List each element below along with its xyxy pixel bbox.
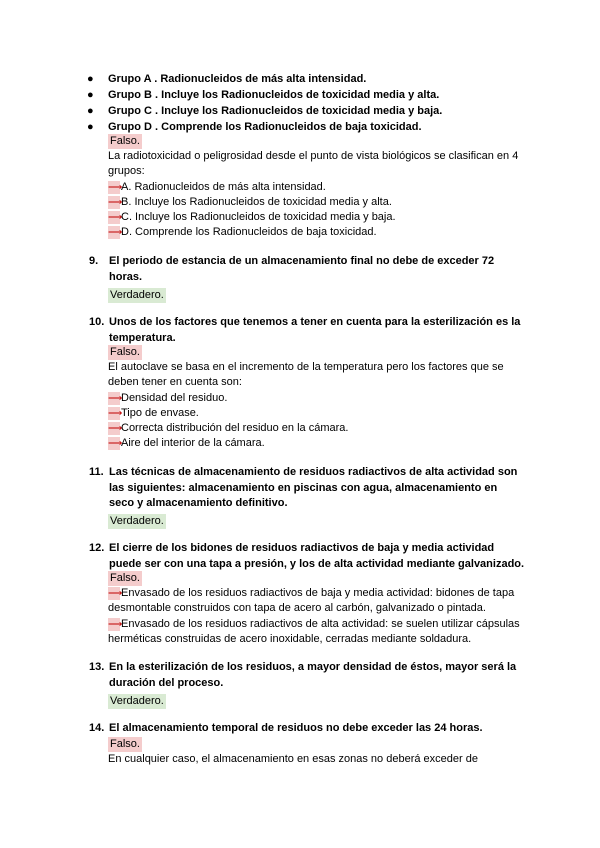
answer-true-badge: Verdadero. <box>110 695 164 707</box>
explanation-text: desmontable construidos con tapa de acero al carbón, galvanizado o pintada. <box>108 602 486 615</box>
question-text: El cierre de los bidones de residuos radiactivos de baja y media actividad <box>109 542 495 554</box>
q10-explanation <box>108 345 528 451</box>
question-number: 13. <box>89 661 105 673</box>
bullet-dot-icon: ● <box>87 121 94 133</box>
q12-explanation <box>108 571 528 647</box>
question-text: Unos de los factores que tenemos a tener en cuenta para la esterilización es la <box>109 316 521 328</box>
list-item: Aire del interior de la cámara. <box>121 437 265 450</box>
bullet-dot-icon: ● <box>87 89 94 101</box>
question-number: 11. <box>89 466 104 478</box>
question-number: 9. <box>89 255 99 267</box>
bullet-item <box>87 103 557 119</box>
explanation-text: grupos: <box>108 165 145 178</box>
arrow-icon: ⟶ <box>108 438 123 450</box>
group-bullet-list <box>87 71 557 135</box>
arrow-icon: ⟶ <box>108 588 123 600</box>
arrow-icon: ⟶ <box>108 423 123 435</box>
explanation-text: La radiotoxicidad o peligrosidad desde el punto de vista biológicos se clasifican en 4 <box>108 150 519 163</box>
groups-explanation <box>108 134 528 240</box>
question-text: El periodo de estancia de un almacenamiento final no debe de exceder 72 <box>109 255 495 267</box>
arrow-icon: ⟶ <box>108 618 123 630</box>
arrow-icon: ⟶ <box>108 212 123 224</box>
answer-false-badge: Falso. <box>110 135 140 147</box>
question-number: 12. <box>89 542 105 554</box>
question-number: 10. <box>89 316 105 328</box>
question-text: horas. <box>109 270 143 283</box>
arrow-icon: ⟶ <box>108 392 123 404</box>
list-item: C. Incluye los Radionucleidos de toxicidad media y baja. <box>121 211 396 224</box>
explanation-text: El autoclave se basa en el incremento de la temperatura pero los factores que se <box>108 361 504 374</box>
bullet-item <box>87 71 557 87</box>
question-text: temperatura. <box>109 331 176 344</box>
bullet-item <box>87 87 557 103</box>
answer-false-badge: Falso. <box>110 346 140 358</box>
q14-explanation <box>108 737 528 767</box>
answer-true-badge: Verdadero. <box>110 515 164 527</box>
question-text: las siguientes: almacenamiento en piscinas con agua, almacenamiento en <box>109 481 498 494</box>
arrow-icon: ⟶ <box>108 196 123 208</box>
answer-false-badge: Falso. <box>110 738 140 750</box>
explanation-text: Envasado de los residuos radiactivos de baja y media actividad: bidones de tapa <box>121 587 515 600</box>
question-text: puede ser con una tapa a presión, y los de alta actividad mediante galvanizado. <box>109 557 525 570</box>
question-number: 14. <box>89 722 105 734</box>
list-item: B. Incluye los Radionucleidos de toxicidad media y alta. <box>121 195 392 208</box>
arrow-icon: ⟶ <box>108 181 123 193</box>
bullet-dot-icon: ● <box>87 73 94 85</box>
bullet-item <box>87 119 557 135</box>
question-text: En la esterilización de los residuos, a mayor densidad de éstos, mayor será la <box>109 661 517 673</box>
bullet-dot-icon: ● <box>87 105 94 117</box>
arrow-icon: ⟶ <box>108 227 123 239</box>
list-item: Densidad del residuo. <box>121 391 228 404</box>
question-text: duración del proceso. <box>109 676 224 689</box>
bullet-text: Grupo D . Comprende los Radionucleidos de baja toxicidad. <box>108 121 422 133</box>
arrow-icon: ⟶ <box>108 407 123 419</box>
question-text: El almacenamiento temporal de residuos no debe exceder las 24 horas. <box>109 722 483 734</box>
explanation-text: herméticas construidas de acero inoxidable, cerradas mediante soldadura. <box>108 632 472 645</box>
list-item: Correcta distribución del residuo en la cámara. <box>121 422 349 435</box>
question-text: seco y almacenamiento definitivo. <box>109 497 288 509</box>
question-text: Las técnicas de almacenamiento de residuos radiactivos de alta actividad son <box>109 466 518 478</box>
bullet-text: Grupo A . Radionucleidos de más alta intensidad. <box>108 73 367 85</box>
list-item: A. Radionucleidos de más alta intensidad. <box>121 180 326 193</box>
list-item: Tipo de envase. <box>121 406 199 419</box>
bullet-text: Grupo B . Incluye los Radionucleidos de toxicidad media y alta. <box>108 89 440 101</box>
list-item: D. Comprende los Radionucleidos de baja toxicidad. <box>121 226 377 239</box>
bullet-text: Grupo C . Incluye los Radionucleidos de toxicidad media y baja. <box>108 105 443 117</box>
answer-false-badge: Falso. <box>110 572 140 584</box>
answer-true-badge: Verdadero. <box>110 289 164 301</box>
explanation-text: Envasado de los residuos radiactivos de alta actividad: se suelen utilizar cápsulas <box>121 617 520 630</box>
explanation-text: deben tener en cuenta son: <box>108 376 242 389</box>
explanation-text: En cualquier caso, el almacenamiento en esas zonas no deberá exceder de <box>108 753 478 766</box>
